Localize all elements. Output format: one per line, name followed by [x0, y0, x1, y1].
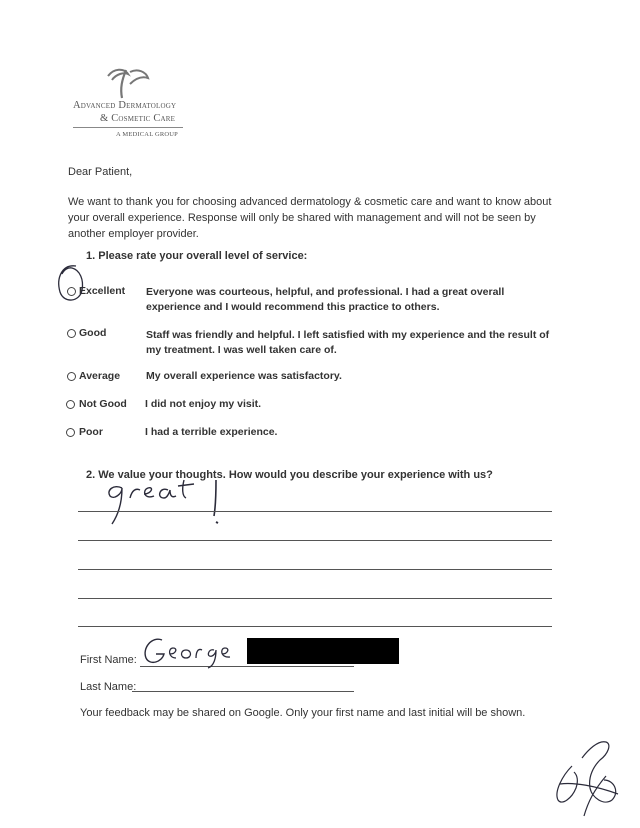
radio-average[interactable]	[67, 372, 76, 381]
first-name-label: First Name:	[80, 654, 137, 666]
option-not-good-label: Not Good	[79, 398, 127, 410]
option-excellent-description: Everyone was courteous, helpful, and professional. I had a great overall experience and I would recommend this practice to others.	[146, 286, 505, 313]
answer-line-1	[78, 511, 552, 512]
handwritten-answer	[100, 476, 230, 528]
question-2-label: 2. We value your thoughts. How would you describe your experience with us?	[86, 469, 493, 481]
option-average-description: My overall experience was satisfactory.	[146, 370, 342, 382]
option-good-label: Good	[79, 327, 107, 339]
option-average-label: Average	[79, 370, 121, 382]
radio-poor[interactable]	[66, 428, 75, 437]
logo-line-3: A MEDICAL GROUP	[116, 131, 178, 138]
radio-good[interactable]	[67, 329, 76, 338]
answer-line-5	[78, 626, 552, 627]
logo-line-1: Advanced Dermatology	[73, 100, 177, 111]
handwritten-first-name	[140, 632, 250, 670]
option-excellent-label: Excellent	[79, 285, 126, 297]
option-poor-description: I had a terrible experience.	[145, 426, 278, 438]
handwritten-selection-circle	[52, 262, 92, 306]
logo-line-2: & Cosmetic Care	[100, 113, 176, 124]
answer-line-3	[78, 569, 552, 570]
greeting: Dear Patient,	[68, 166, 133, 178]
question-1-label: 1. Please rate your overall level of service:	[86, 250, 308, 262]
logo-divider	[73, 127, 183, 128]
intro-paragraph: We want to thank you for choosing advanced dermatology & cosmetic care and want to know about your overall experience. Response will only be shared with management and will not be seen by another employer provider.	[68, 196, 552, 240]
option-good-description: Staff was friendly and helpful. I left satisfied with my experience and the result of my treatment. I was well taken care of.	[146, 329, 550, 356]
answer-line-4	[78, 598, 552, 599]
last-name-line[interactable]	[132, 691, 354, 692]
last-name-label: Last Name:	[80, 681, 137, 693]
option-poor-label: Poor	[79, 426, 103, 438]
handwritten-initials	[548, 736, 628, 820]
redaction-box	[247, 638, 399, 664]
radio-not-good[interactable]	[66, 400, 75, 409]
answer-line-2	[78, 540, 552, 541]
option-not-good-description: I did not enjoy my visit.	[145, 398, 262, 410]
dermatology-logo-icon	[100, 66, 152, 100]
google-disclaimer: Your feedback may be shared on Google. Only your first name and last initial will be shown.	[80, 707, 526, 719]
